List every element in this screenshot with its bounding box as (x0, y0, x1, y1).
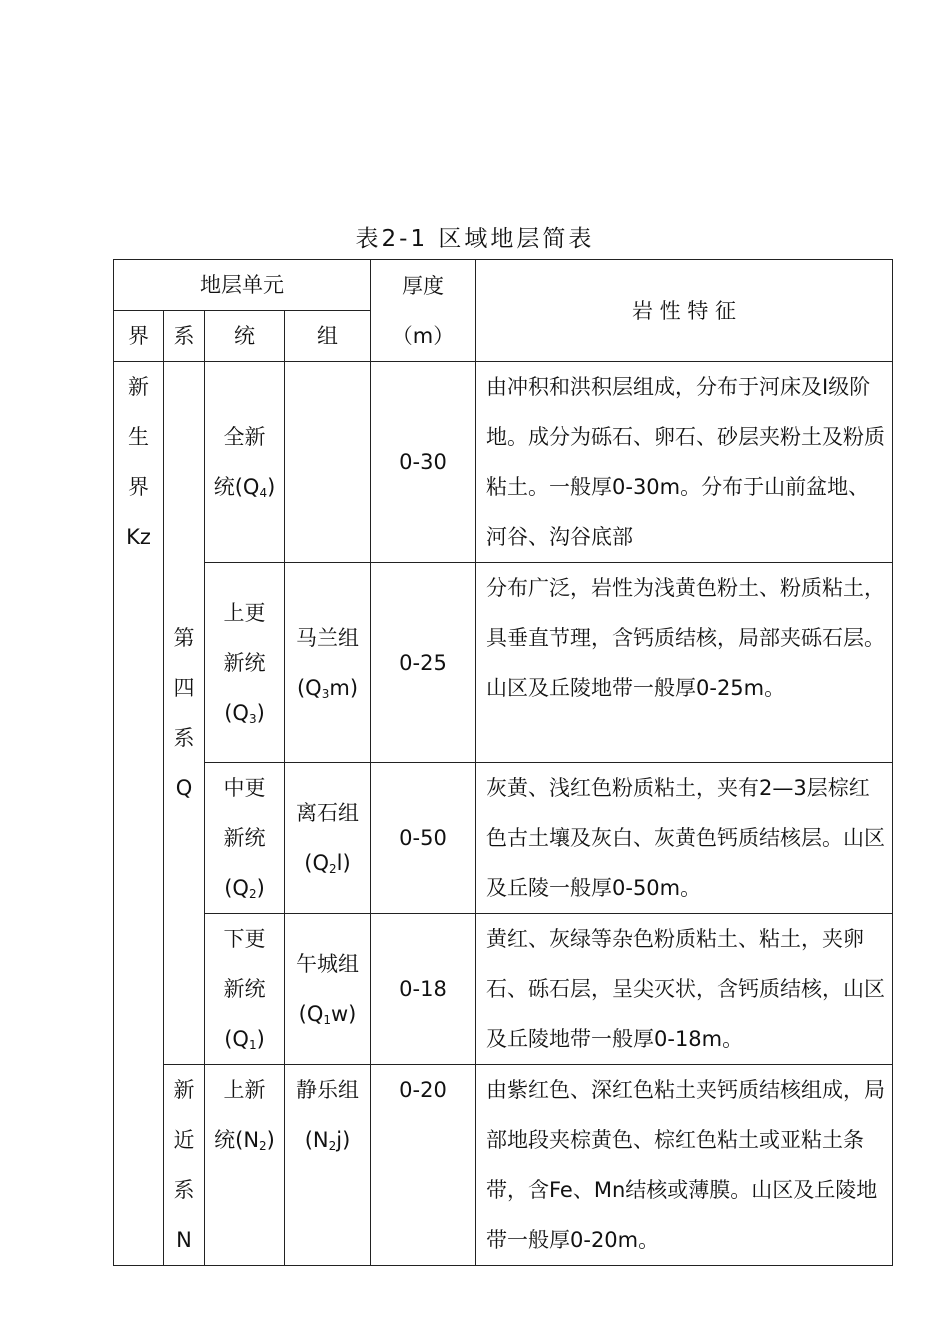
thickness-cell: 0-18 (371, 914, 476, 1065)
lithology-cell: 由冲积和洪积层组成，分布于河床及Ⅰ级阶地。成分为砾石、卵石、砂层夹粉土及粉质粘土。一般厚0-30m。分布于山前盆地、河谷、沟谷底部 (476, 362, 893, 563)
system-char: 四 (173, 676, 195, 700)
formation-name: 马兰组 (296, 625, 359, 650)
formation-code: $(Q_2l)$ (304, 851, 351, 876)
table-row (114, 763, 893, 914)
series-line: 全新 (223, 425, 266, 449)
lithology-cell: 分布广泛，岩性为浅黄色粉土、粉质粘土，具垂直节理，含钙质结核，局部夹砾石层。山区及丘陵地带一般厚0-25m。 (476, 563, 893, 763)
formation-cell (285, 1065, 371, 1266)
system-quaternary (164, 362, 205, 1065)
header-formation: 组 (285, 311, 371, 362)
table-row (114, 1065, 893, 1266)
thickness-cell: 0-25 (371, 563, 476, 763)
system-char: 系 (173, 726, 195, 750)
series-line: $(Q_3)$ (224, 700, 265, 726)
series-line: $(Q_1)$ (224, 1027, 265, 1052)
formation-cell (285, 763, 371, 914)
formation-cell (285, 362, 371, 563)
series-line: 上更 (223, 600, 266, 625)
series-line: 统$(Q_4)$ (213, 475, 276, 500)
era-char: 新 (128, 375, 149, 399)
header-lithology: 岩 性 特 征 (476, 260, 893, 362)
formation-code: $(N_2j)$ (304, 1128, 351, 1153)
thickness-cell: 0-30 (371, 362, 476, 563)
series-cell (205, 1065, 285, 1266)
series-line: 新统 (223, 650, 266, 675)
series-cell (205, 763, 285, 914)
series-cell (205, 362, 285, 563)
header-series: 统 (205, 311, 285, 362)
era-char: 界 (128, 475, 149, 499)
era-cell (114, 362, 164, 1266)
system-char: 第 (173, 626, 195, 650)
header-system: 系 (164, 311, 205, 362)
table-row (114, 362, 893, 563)
strata-table (113, 259, 893, 1266)
table-row (114, 914, 893, 1065)
lithology-cell: 灰黄、浅红色粉质粘土，夹有2—3层棕红色古土壤及灰白、灰黄色钙质结核层。山区及丘陵一般厚0-50m。 (476, 763, 893, 914)
system-char: N (176, 1228, 192, 1252)
era-char: Kz (126, 525, 151, 549)
series-line: 新统 (223, 977, 266, 1001)
system-char: 新 (173, 1078, 195, 1102)
formation-name: 离石组 (296, 801, 359, 825)
formation-code: $(Q_3m)$ (296, 675, 359, 701)
system-char: 系 (173, 1178, 195, 1202)
system-neogene (164, 1065, 205, 1266)
series-line: $(Q_2)$ (224, 876, 265, 901)
series-line: 下更 (223, 927, 266, 951)
era-char: 生 (128, 425, 149, 449)
header-strata-unit: 地层单元 (114, 260, 371, 311)
series-line: 新统 (223, 826, 266, 850)
series-line: 统$(N_2)$ (214, 1128, 275, 1153)
formation-cell (285, 914, 371, 1065)
thickness-cell: 0-20 (371, 1065, 476, 1266)
series-cell (205, 914, 285, 1065)
header-thickness (371, 260, 476, 362)
system-char: Q (175, 776, 193, 800)
formation-name: 午城组 (296, 952, 359, 976)
formation-name: 静乐组 (296, 1078, 359, 1102)
system-char: 近 (173, 1128, 195, 1152)
lithology-cell: 由紫红色、深红色粘土夹钙质结核组成，局部地段夹棕黄色、棕红色粘土或亚粘土条带，含Fe、Mn结核或薄膜。山区及丘陵地带一般厚0-20m。 (476, 1065, 893, 1266)
series-line: 中更 (223, 776, 266, 800)
series-cell (205, 563, 285, 763)
table-row (114, 563, 893, 763)
series-line: 上新 (223, 1078, 266, 1102)
formation-cell (285, 563, 371, 763)
lithology-cell: 黄红、灰绿等杂色粉质粘土、粘土，夹卵石、砾石层，呈尖灭状，含钙质结核，山区及丘陵地带一般厚0-18m。 (476, 914, 893, 1065)
header-era: 界 (114, 311, 164, 362)
header-thickness-unit: （m） (391, 323, 455, 348)
table-title: 表2-1 区域地层简表 (355, 226, 595, 252)
header-thickness-label: 厚度 (402, 273, 444, 298)
thickness-cell: 0-50 (371, 763, 476, 914)
formation-code: $(Q_1w)$ (298, 1002, 357, 1027)
